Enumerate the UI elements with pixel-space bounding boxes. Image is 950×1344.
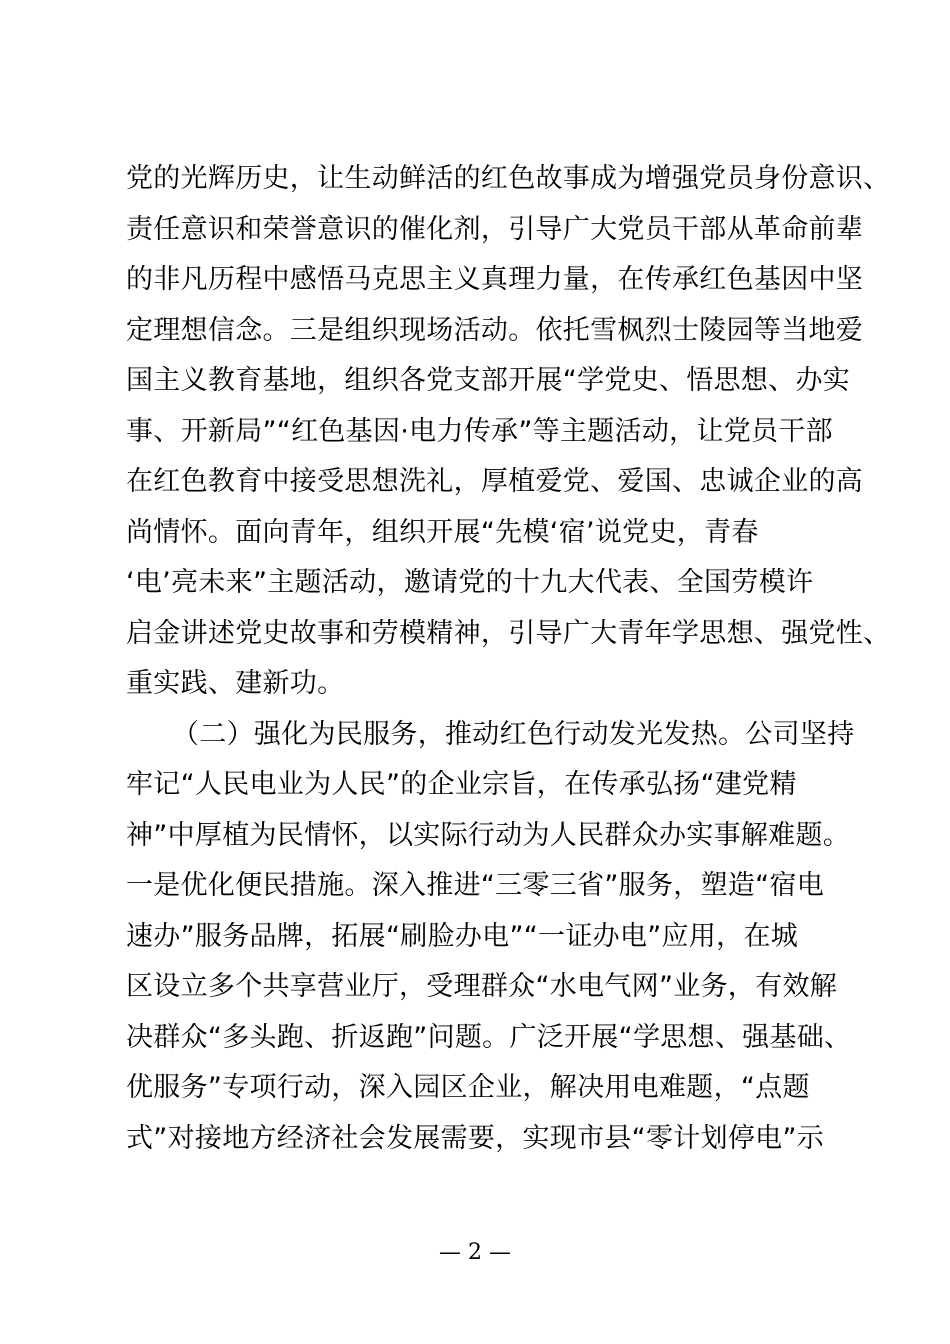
text-line: 责任意识和荣誉意识的催化剂，引导广大党员干部从革命前辈 (126, 213, 864, 245)
text-line: 重实践、建新功。 (126, 668, 345, 699)
text-line: 区设立多个共享营业厅，受理群众“水电气网”业务，有效解 (126, 971, 838, 1002)
text-line: 启金讲述党史故事和劳模精神，引导广大青年学思想、强党性、 (126, 617, 891, 649)
text-line: ‘电’亮未来”主题活动，邀请党的十九大代表、全国劳模许 (126, 567, 814, 598)
text-line: 事、开新局”“红色基因·电力传承”等主题活动，让党员干部 (126, 415, 833, 447)
text-line: 式”对接地方经济社会发展需要，实现市县“零计划停电”示 (126, 1122, 825, 1154)
text-line: 一是优化便民措施。深入推进“三零三省”服务，塑造“宿电 (126, 870, 825, 901)
text-line: 牢记“人民电业为人民”的企业宗旨，在传承弘扬“建党精 (126, 769, 797, 800)
text-line: 在红色教育中接受思想洗礼，厚植爱党、爱国、忠诚企业的高 (126, 466, 864, 497)
text-line: 的非凡历程中感悟马克思主义真理力量，在传承红色基因中坚 (126, 264, 864, 295)
text-line: 神”中厚植为民情怀，以实际行动为人民群众办实事解难题。 (126, 819, 851, 851)
text-line: 优服务”专项行动，深入园区企业，解决用电难题，“点题 (126, 1072, 810, 1103)
section-heading-line: （二）强化为民服务，推动红色行动发光发热。公司坚持 (172, 718, 855, 750)
text-line: 党的光辉历史，让生动鲜活的红色故事成为增强党员身份意识、 (126, 163, 891, 194)
page-number: — 2 — (439, 1240, 511, 1265)
text-line: 尚情怀。面向青年，组织开展“先模‘宿’说党史，青春 (126, 516, 759, 548)
body-text (126, 154, 891, 1164)
text-line: 速办”服务品牌，拓展“刷脸办电”“一证办电”应用，在城 (126, 920, 799, 952)
text-line: 定理想信念。三是组织现场活动。依托雪枫烈士陵园等当地爱 (126, 314, 864, 346)
text-line: 国主义教育基地，组织各党支部开展“学党史、悟思想、办实 (126, 365, 851, 396)
text-line: 决群众“多头跑、折返跑”问题。广泛开展“学思想、强基础、 (126, 1021, 852, 1053)
